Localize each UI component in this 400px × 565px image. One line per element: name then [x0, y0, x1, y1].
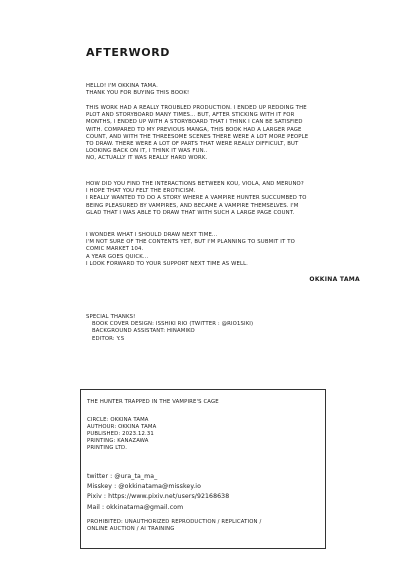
text-line: I HOPE THAT YOU FELT THE EROTICISM.: [86, 188, 196, 195]
text-line: I REALLY WANTED TO DO A STORY WHERE A VAMPIRE HUNTER SUCCUMBED TO: [86, 195, 307, 202]
text-line: PLOT AND STORYBOARD MANY TIMES... BUT, AFTER STICKING WITH IT FOR: [86, 112, 295, 119]
special-thanks-heading: SPECIAL THANKS!: [86, 314, 136, 320]
production-paragraph: [86, 105, 376, 163]
contact-misskey: Misskey : @okkinatama@misskey.io: [87, 483, 201, 491]
text-line: THIS WORK HAD A REALLY TROUBLED PRODUCTION. I ENDED UP REDOING THE: [86, 105, 307, 111]
contact-twitter: twitter : @ura_ta_ma_: [87, 473, 158, 480]
credit-line: EDITOR: Y.S: [92, 335, 125, 342]
text-line: A YEAR GOES QUICK...: [86, 253, 149, 260]
text-line: GLAD THAT I WAS ABLE TO DRAW THAT WITH SUCH A LARGE PAGE COUNT.: [86, 209, 295, 216]
next-time-paragraph: [86, 232, 376, 268]
info-line: AUTHOUR: OKKINA TAMA: [87, 423, 157, 430]
text-line: WITH. COMPARED TO MY PREVIOUS MANGA, THIS BOOK HAD A LARGER PAGE: [86, 126, 302, 133]
info-line: CIRCLE: OKKINA TAMA: [87, 417, 149, 423]
text-line: TO DRAW. THERE WERE A LOT OF PARTS THAT WERE REALLY DIFFICULT, BUT: [86, 141, 299, 148]
interactions-paragraph: [86, 181, 376, 217]
page-title: AFTERWORD: [86, 46, 171, 59]
notice-line: ONLINE AUCTION / AI TRAINING: [87, 526, 175, 532]
text-line: I WONDER WHAT I SHOULD DRAW NEXT TIME...: [86, 232, 218, 238]
book-title: THE HUNTER TRAPPED IN THE VAMPIRE'S CAGE: [87, 399, 219, 405]
notice-line: PROHIBITED: UNAUTHORIZED REPRODUCTION / REPLICATION /: [87, 519, 262, 525]
prohibition-notice: [87, 519, 261, 533]
info-line: PRINTING LTD.: [87, 444, 128, 451]
text-line: COMIC MARKET 104.: [86, 246, 144, 253]
contact-list: [87, 472, 229, 513]
text-line: I'M NOT SURE OF THE CONTENTS YET, BUT I'M PLANNING TO SUBMIT IT TO: [86, 239, 295, 246]
text-line: THANK YOU FOR BUYING THIS BOOK!: [86, 90, 190, 97]
colophon-box: [80, 389, 326, 549]
text-line: COUNT, AND WITH THE THREESOME SCENES THERE WERE A LOT MORE PEOPLE: [86, 133, 309, 140]
publication-info: [87, 417, 156, 452]
text-line: HOW DID YOU FIND THE INTERACTIONS BETWEEN KOU, VIOLA, AND MERUNO?: [86, 181, 304, 187]
text-line: BEING PLEASURED BY VAMPIRES, AND BECAME A VAMPIRE THEMSELVES. I'M: [86, 202, 299, 209]
text-line: MONTHS, I ENDED UP WITH A STORYBOARD THAT I THINK I CAN BE SATISFIED: [86, 119, 303, 126]
text-line: LOOKING BACK ON IT, I THINK IT WAS FUN..: [86, 148, 208, 155]
credit-line: BOOK COVER DESIGN: ISSHIKI RIO (TWITTER : @RIO1SIKI): [92, 321, 254, 328]
author-signature: OKKINA TAMA: [309, 276, 360, 283]
text-line: I LOOK FORWARD TO YOUR SUPPORT NEXT TIME AS WELL.: [86, 260, 249, 267]
text-line: NO, ACTUALLY IT WAS REALLY HARD WORK.: [86, 155, 208, 162]
text-line: HELLO! I'M OKKINA TAMA.: [86, 83, 158, 89]
special-thanks: [86, 314, 253, 343]
info-line: PRINTING: KANAZAWA: [87, 437, 149, 444]
greeting-paragraph: [86, 83, 376, 97]
credit-line: BACKGROUND ASSISTANT: HINAMIKO: [92, 328, 195, 335]
info-line: PUBLISHED: 2023.12.31: [87, 430, 154, 437]
contact-mail: Mail : okkinatama@gmail.com: [87, 503, 184, 511]
contact-pixiv: Pixiv : https://www.pixiv.net/users/92168638: [87, 493, 230, 501]
